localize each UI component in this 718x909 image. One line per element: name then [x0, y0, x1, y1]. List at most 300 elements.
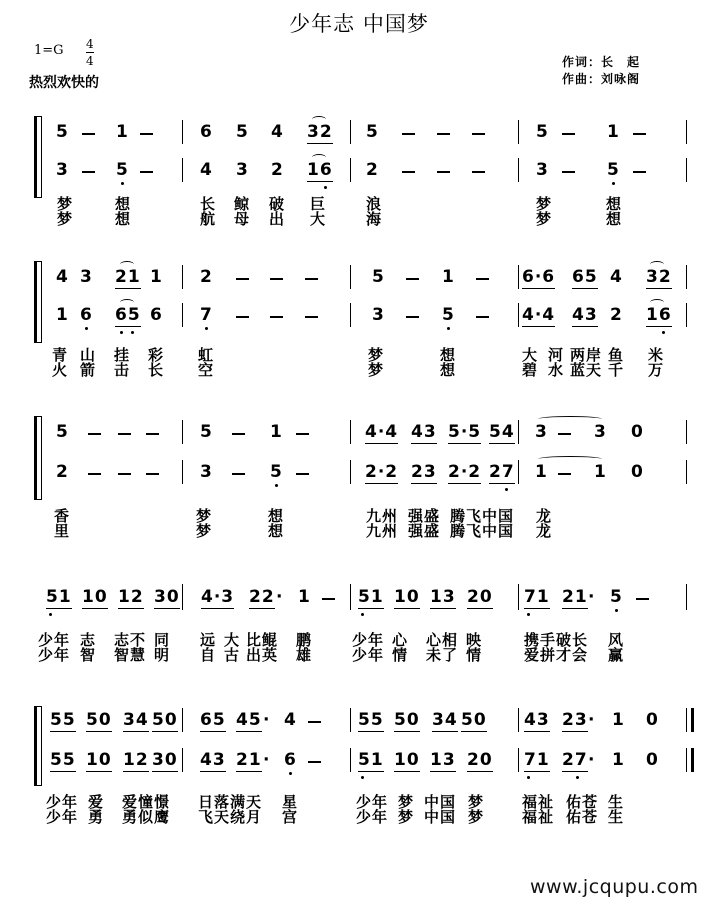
note-group: 5·5 [448, 422, 482, 442]
note: 2 [56, 462, 69, 482]
extension-dash [118, 473, 131, 475]
augmentation-dot: · [276, 587, 284, 607]
barline [182, 708, 183, 732]
note-group: 16 [646, 305, 672, 325]
lyric: 长 [200, 195, 217, 213]
extension-dash [140, 171, 153, 173]
extension-dash [562, 133, 575, 135]
note-group: 55 [50, 750, 76, 770]
extension-dash [402, 171, 415, 173]
note: 0 [631, 462, 644, 482]
note-group: 51 [358, 750, 384, 770]
note: 1 [594, 462, 607, 482]
note-group: 20 [467, 750, 493, 770]
lyric: 鲸 [234, 195, 251, 213]
barline [182, 158, 183, 182]
lyric: 里 [54, 522, 71, 540]
barline [350, 303, 351, 327]
lyric: 佑苍 [566, 793, 599, 811]
note-group: 55 [50, 710, 76, 730]
final-barline-thick [691, 708, 694, 732]
note-group: 50 [394, 710, 420, 730]
lyric: 未了 [426, 646, 459, 664]
note: 3 [594, 422, 607, 442]
lyric: 爱憧憬 [122, 793, 171, 811]
extension-dash [270, 316, 283, 318]
low-octave-dot [447, 327, 450, 330]
note: 5 [610, 587, 623, 607]
lyric: 鹏 [296, 631, 313, 649]
extension-dash [82, 171, 95, 173]
note: 0 [631, 422, 644, 442]
barline [686, 158, 687, 182]
lyric: 宫 [282, 808, 299, 826]
composer-credit: 作曲：刘咏阁 [562, 72, 641, 86]
lyric: 智慧 [114, 646, 147, 664]
extension-dash [476, 316, 489, 318]
lyric: 出英 [246, 646, 279, 664]
lyric: 想 [115, 195, 132, 213]
extension-dash [140, 133, 153, 135]
barline [350, 265, 351, 289]
lyric: 山 [80, 346, 97, 364]
note: 6 [284, 750, 297, 770]
low-octave-dot [505, 488, 508, 491]
extension-dash [232, 473, 245, 475]
note-group: 10 [394, 587, 420, 607]
lyric: 腾飞中国 [450, 507, 515, 525]
lyric: 梦 [368, 346, 385, 364]
lyric: 佑苍 [566, 808, 599, 826]
extension-dash [305, 316, 318, 318]
augmentation-dot: · [588, 710, 596, 730]
lyric: 梦 [368, 361, 385, 379]
lyric: 勇 [88, 808, 105, 826]
low-octave-dot [527, 613, 530, 616]
note: 1 [612, 750, 625, 770]
lyric: 福祉 [522, 793, 555, 811]
barline [686, 460, 687, 484]
lyric: 想 [440, 346, 457, 364]
note-group: 65 [572, 267, 598, 287]
note-group: 43 [200, 750, 226, 770]
lyric: 大 [224, 631, 241, 649]
barline [686, 584, 687, 610]
lyric: 米 [648, 346, 665, 364]
extension-dash [308, 721, 321, 723]
note: 5 [442, 305, 455, 325]
note-group: 34 [123, 710, 149, 730]
lyric: 挂 [114, 346, 131, 364]
barline [182, 748, 183, 772]
low-octave-dot [527, 776, 530, 779]
barline [518, 158, 519, 182]
extension-dash [236, 278, 249, 280]
note: 4 [56, 267, 69, 287]
lyric: 千 [608, 361, 625, 379]
lyric: 明 [154, 646, 171, 664]
lyric: 赢 [608, 646, 625, 664]
barline [182, 265, 183, 289]
lyric: 腾飞中国 [450, 522, 515, 540]
barline [350, 158, 351, 182]
lyric: 同 [154, 631, 171, 649]
lyric: 风 [608, 631, 625, 649]
note: 0 [646, 710, 659, 730]
note-group: 45 [236, 710, 262, 730]
lyric: 智 [80, 646, 97, 664]
note: 1 [298, 587, 311, 607]
note-group: 6·6 [522, 267, 556, 287]
note-group: 2·2 [448, 462, 482, 482]
lyric: 彩 [148, 346, 165, 364]
extension-dash [633, 171, 646, 173]
note-group: 30 [154, 587, 180, 607]
lyric: 少年 [356, 808, 389, 826]
lyricist-credit: 作词：长 起 [562, 55, 641, 69]
watermark: www.jcqupu.com [530, 876, 699, 898]
lyric: 浪 [366, 195, 383, 213]
lyric: 比鲲 [246, 631, 279, 649]
low-octave-dot [120, 331, 123, 334]
note: 1 [116, 122, 129, 142]
extension-dash [88, 473, 101, 475]
lyric: 梦 [196, 507, 213, 525]
lyric: 蓝天 [570, 361, 603, 379]
note: 5 [607, 160, 620, 180]
augmentation-dot: · [263, 710, 271, 730]
note: 3 [536, 160, 549, 180]
lyric: 自 [200, 646, 217, 664]
lyric: 想 [268, 522, 285, 540]
note: 1 [56, 305, 69, 325]
barline [518, 303, 519, 327]
low-octave-dot [576, 776, 579, 779]
extension-dash [633, 133, 646, 135]
lyric: 强盛 [408, 522, 441, 540]
lyric: 空 [198, 361, 215, 379]
lyric: 强盛 [408, 507, 441, 525]
extension-dash [476, 278, 489, 280]
lyric: 梦 [536, 210, 553, 228]
lyric: 龙 [536, 522, 553, 540]
system-3 [0, 408, 718, 548]
barline [350, 584, 351, 610]
lyric: 大 [522, 346, 539, 364]
note: 1 [607, 122, 620, 142]
extension-dash [636, 598, 649, 600]
lyric: 爱 [88, 793, 105, 811]
low-octave-dot [324, 186, 327, 189]
barline [182, 584, 183, 610]
lyric: 出 [269, 210, 286, 228]
lyric: 大 [310, 210, 327, 228]
note: 5 [56, 122, 69, 142]
note-group: 43 [411, 422, 437, 442]
extension-dash [305, 278, 318, 280]
low-octave-dot [662, 331, 665, 334]
extension-dash [82, 133, 95, 135]
lyric: 中国 [424, 808, 457, 826]
extension-dash [322, 598, 335, 600]
system-1 [0, 108, 718, 238]
lyric: 九州 [366, 522, 399, 540]
low-octave-dot [289, 772, 292, 775]
low-octave-dot [361, 776, 364, 779]
barline [518, 265, 519, 289]
lyric: 勇似鹰 [122, 808, 171, 826]
system-brace [34, 116, 42, 198]
note-group: 71 [524, 750, 550, 770]
lyric: 航 [200, 210, 217, 228]
extension-dash [232, 433, 245, 435]
lyric: 飞天绕月 [198, 808, 263, 826]
lyric: 爱拼才会 [524, 646, 589, 664]
lyric: 青 [52, 346, 69, 364]
barline [350, 420, 351, 444]
extension-dash [437, 133, 450, 135]
note-group: 50 [461, 710, 487, 730]
final-barline-thin [686, 748, 687, 772]
low-octave-dot [275, 484, 278, 487]
extension-dash [472, 171, 485, 173]
note-group: 12 [123, 750, 149, 770]
system-5 [0, 700, 718, 830]
system-brace [34, 416, 42, 500]
note-group: 23 [411, 462, 437, 482]
lyric: 生 [608, 793, 625, 811]
note-group: 21 [115, 267, 141, 287]
note-group: 30 [152, 750, 178, 770]
note: 4 [271, 122, 284, 142]
extension-dash [146, 433, 159, 435]
note: 4 [284, 710, 297, 730]
note-group: 34 [432, 710, 458, 730]
low-octave-dot [131, 331, 134, 334]
extension-dash [236, 316, 249, 318]
note: 4 [610, 267, 623, 287]
note-group: 27 [489, 462, 515, 482]
lyric: 情 [392, 646, 409, 664]
note: 3 [236, 160, 249, 180]
note: 3 [80, 267, 93, 287]
system-2 [0, 253, 718, 383]
song-title: 少年志 中国梦 [289, 12, 429, 36]
note-group: 23 [562, 710, 588, 730]
note: 5 [56, 422, 69, 442]
lyric: 中国 [424, 793, 457, 811]
barline [686, 265, 687, 289]
extension-dash [472, 133, 485, 135]
note-group: 12 [118, 587, 144, 607]
lyric: 巨 [310, 195, 327, 213]
note-group: 50 [152, 710, 178, 730]
note: 2 [610, 305, 623, 325]
lyric: 少年 [352, 646, 385, 664]
barline [518, 748, 519, 772]
note: 6 [150, 305, 163, 325]
barline [686, 420, 687, 444]
lyric: 火 [52, 361, 69, 379]
barline [182, 120, 183, 144]
extension-dash [146, 473, 159, 475]
lyric: 梦 [536, 195, 553, 213]
lyric: 想 [606, 195, 623, 213]
barline [350, 460, 351, 484]
note-group: 65 [200, 710, 226, 730]
tempo-marking: 热烈欢快的 [29, 75, 99, 91]
barline [518, 584, 519, 610]
low-octave-dot [612, 182, 615, 185]
lyric: 志 [80, 631, 97, 649]
extension-dash [308, 761, 321, 763]
low-octave-dot [205, 327, 208, 330]
extension-dash [406, 316, 419, 318]
note: 7 [200, 305, 213, 325]
lyric: 破 [269, 195, 286, 213]
lyric: 少年 [46, 793, 79, 811]
lyric: 九州 [366, 507, 399, 525]
barline [350, 748, 351, 772]
extension-dash [562, 171, 575, 173]
final-barline-thin [686, 708, 687, 732]
note-group: 50 [86, 710, 112, 730]
note: 2 [271, 160, 284, 180]
note-group: 21 [562, 587, 588, 607]
low-octave-dot [361, 613, 364, 616]
lyric: 古 [224, 646, 241, 664]
note-group: 16 [307, 160, 333, 180]
lyric: 两岸 [570, 346, 603, 364]
lyric: 情 [466, 646, 483, 664]
lyric: 箭 [80, 361, 97, 379]
note-group: 32 [307, 122, 333, 142]
lyric: 母 [234, 210, 251, 228]
lyric: 雄 [296, 646, 313, 664]
augmentation-dot: · [588, 587, 596, 607]
note-group: 51 [46, 587, 72, 607]
lyric: 梦 [468, 808, 485, 826]
note: 3 [56, 160, 69, 180]
extension-dash [296, 473, 309, 475]
lyric: 梦 [398, 808, 415, 826]
system-brace [34, 261, 42, 343]
extension-dash [406, 278, 419, 280]
note: 3 [535, 422, 548, 442]
note-group: 71 [524, 587, 550, 607]
lyric: 少年 [38, 646, 71, 664]
time-signature-bottom: 4 [86, 54, 94, 68]
system-4 [0, 580, 718, 670]
note-group: 4·4 [522, 305, 556, 325]
barline [350, 120, 351, 144]
lyric: 梦 [57, 210, 74, 228]
final-barline-thick [691, 748, 694, 772]
note-group: 32 [646, 267, 672, 287]
time-signature [86, 36, 94, 69]
note: 1 [612, 710, 625, 730]
note-group: 22 [249, 587, 275, 607]
note: 6 [200, 122, 213, 142]
augmentation-dot: · [588, 750, 596, 770]
lyric: 海 [366, 210, 383, 228]
lyric: 心 [392, 631, 409, 649]
barline [518, 460, 519, 484]
lyric: 想 [440, 361, 457, 379]
lyric: 想 [268, 507, 285, 525]
extension-dash [402, 133, 415, 135]
low-octave-dot [121, 182, 124, 185]
lyric: 击 [114, 361, 131, 379]
note: 1 [270, 422, 283, 442]
lyric: 星 [282, 793, 299, 811]
note-group: 43 [524, 710, 550, 730]
lyric: 少年 [38, 631, 71, 649]
extension-dash [88, 433, 101, 435]
note-group: 51 [358, 587, 384, 607]
note-group: 27 [562, 750, 588, 770]
note-group: 55 [358, 710, 384, 730]
lyric: 映 [466, 631, 483, 649]
lyric: 携手破长 [524, 631, 589, 649]
barline [518, 420, 519, 444]
barline [686, 120, 687, 144]
lyric: 梦 [468, 793, 485, 811]
note: 5 [116, 160, 129, 180]
extension-dash [558, 473, 571, 475]
barline [518, 708, 519, 732]
lyric: 虹 [198, 346, 215, 364]
note: 5 [236, 122, 249, 142]
lyric: 生 [608, 808, 625, 826]
note: 0 [646, 750, 659, 770]
note-group: 43 [572, 305, 598, 325]
note: 1 [442, 267, 455, 287]
low-octave-dot [49, 613, 52, 616]
note-group: 10 [82, 587, 108, 607]
note-group: 65 [115, 305, 141, 325]
lyric: 水 [548, 361, 565, 379]
lyric: 福祉 [522, 808, 555, 826]
note: 3 [200, 462, 213, 482]
augmentation-dot: · [263, 750, 271, 770]
barline [686, 303, 687, 327]
note-group: 4·3 [201, 587, 235, 607]
time-signature-top: 4 [86, 37, 94, 51]
barline [182, 303, 183, 327]
lyric: 梦 [196, 522, 213, 540]
lyric: 碧 [522, 361, 539, 379]
note-group: 2·2 [365, 462, 399, 482]
note: 6 [80, 305, 93, 325]
extension-dash [118, 433, 131, 435]
extension-dash [296, 433, 309, 435]
lyric: 鱼 [608, 346, 625, 364]
note: 1 [150, 267, 163, 287]
note: 2 [200, 267, 213, 287]
lyric: 梦 [57, 195, 74, 213]
note: 4 [200, 160, 213, 180]
note: 5 [372, 267, 385, 287]
lyric: 香 [54, 507, 71, 525]
lyric: 长 [148, 361, 165, 379]
extension-dash [437, 171, 450, 173]
note: 5 [366, 122, 379, 142]
note: 5 [270, 462, 283, 482]
extension-dash [270, 278, 283, 280]
lyric: 少年 [352, 631, 385, 649]
note: 5 [536, 122, 549, 142]
